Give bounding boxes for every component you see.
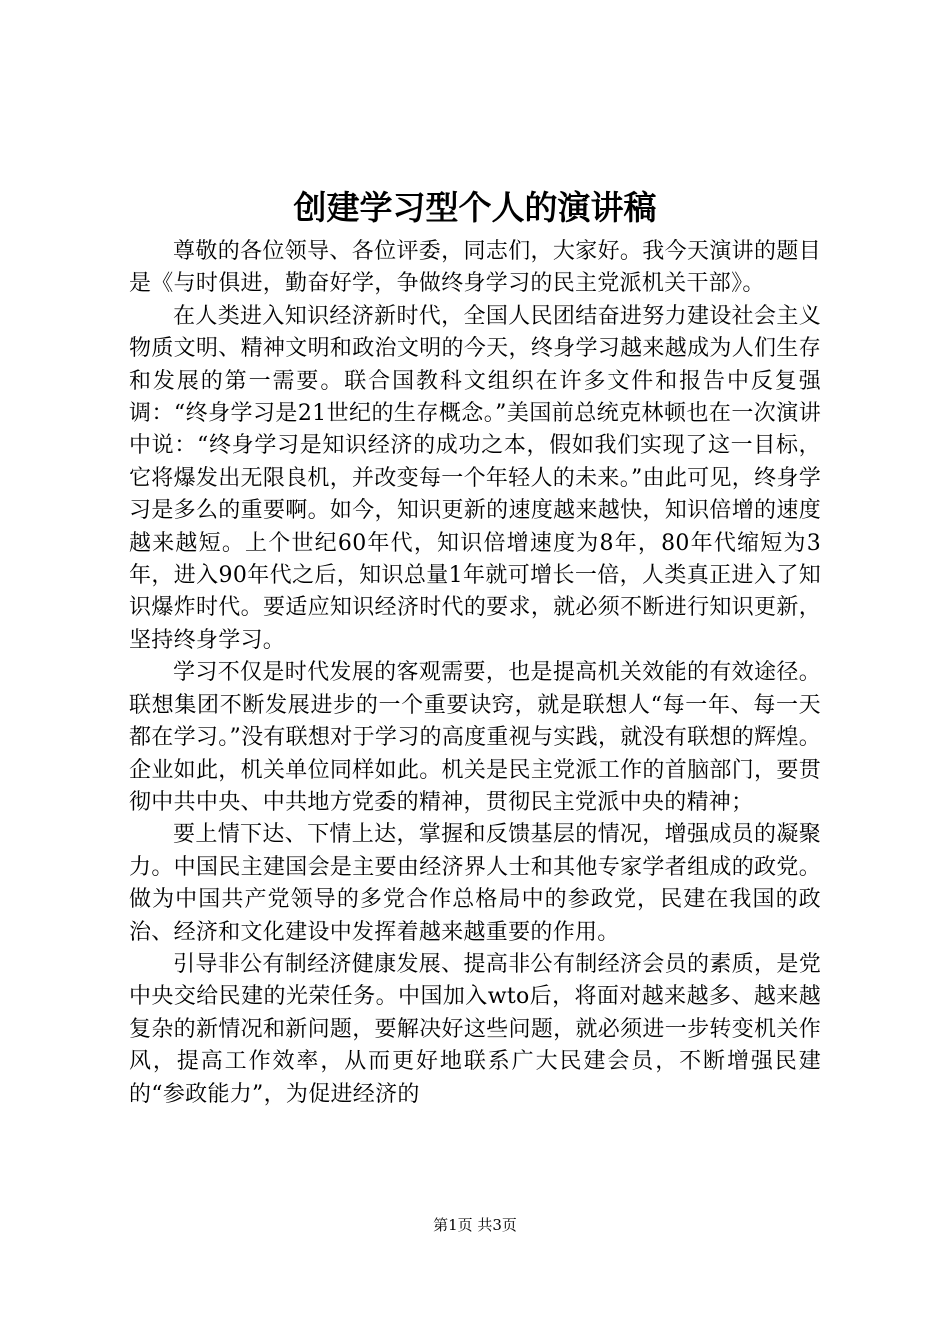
paragraph: 学习不仅是时代发展的客观需要，也是提高机关效能的有效途径。联想集团不断发展进步的一个重要诀窍，就是联想人“每一年、每一天都在学习。”没有联想对于学习的高度重视与实践，就没有联想的辉煌。企业如此，机关单位同样如此。机关是民主党派工作的首脑部门，要贯彻中共中央、中共地方党委的精神，贯彻民主党派中央的精神；: [129, 660, 821, 815]
paragraph: 要上情下达、下情上达，掌握和反馈基层的情况，增强成员的凝聚力。中国民主建国会是主要由经济界人士和其他专家学者组成的政党。做为中国共产党领导的多党合作总格局中的参政党，民建在我国的政治、经济和文化建设中发挥着越来越重要的作用。: [129, 822, 821, 945]
paragraph: 在人类进入知识经济新时代，全国人民团结奋进努力建设社会主义物质文明、精神文明和政治文明的今天，终身学习越来越成为人们生存和发展的第一需要。联合国教科文组织在许多文件和报告中反复强调：“终身学习是21世纪的生存概念。”美国前总统克林顿也在一次演讲中说：“终身学习是知识经济的成功之本，假如我们实现了这一目标，它将爆发出无限良机，并改变每一个年轻人的未来。”由此可见，终身学习是多么的重要啊。如今，知识更新的速度越来越快，知识倍增的速度越来越短。上个世纪60年代，知识倍增速度为8年，80年代缩短为3年，进入90年代之后，知识总量1年就可增长一倍，人类真正进入了知识爆炸时代。要适应知识经济时代的要求，就必须不断进行知识更新，坚持终身学习。: [129, 303, 821, 653]
paragraph: 引导非公有制经济健康发展、提高非公有制经济会员的素质，是党中央交给民建的光荣任务。中国加入wto后，将面对越来越多、越来越复杂的新情况和新问题，要解决好这些问题，就必须进一步转变机关作风，提高工作效率，从而更好地联系广大民建会员，不断增强民建的“参政能力”，为促进经济的: [129, 951, 821, 1107]
paragraph: 尊敬的各位领导、各位评委，同志们，大家好。我今天演讲的题目是《与时俱进，勤奋好学，争做终身学习的民主党派机关干部》。: [129, 239, 821, 297]
page-number-footer: 第1页 共3页: [433, 1216, 517, 1234]
document-body: [129, 236, 821, 1111]
document-title: 创建学习型个人的演讲稿: [293, 188, 657, 227]
